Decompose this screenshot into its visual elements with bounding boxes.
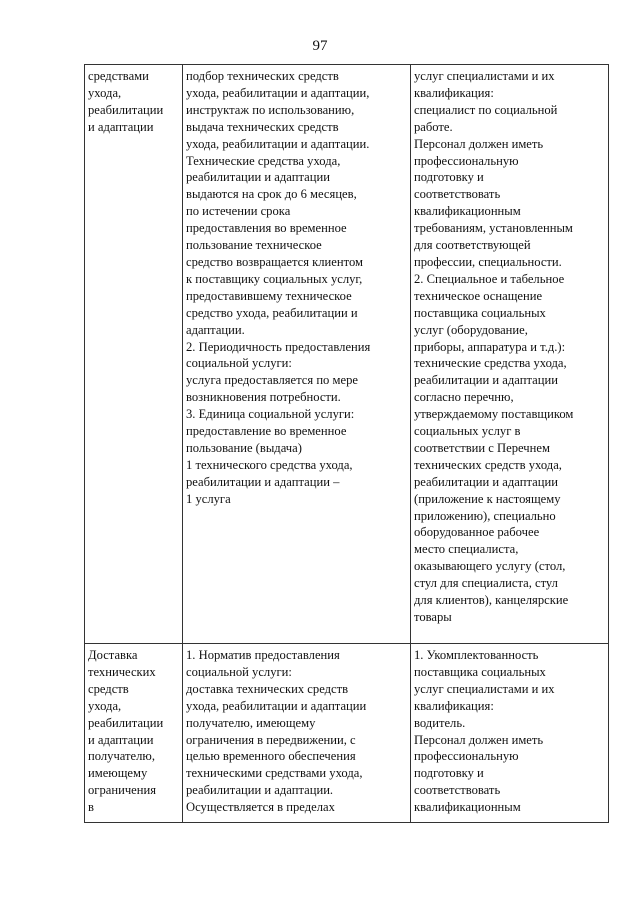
- cell-text-line: профессиональную: [414, 749, 519, 764]
- cell-text-line: согласно перечню,: [414, 390, 514, 405]
- cell-text-line: выдаются на срок до 6 месяцев,: [186, 187, 357, 202]
- cell-text-line: профессии, специальности.: [414, 254, 562, 269]
- cell-text-line: соответствовать: [414, 187, 501, 202]
- cell-text-line: техническое оснащение: [414, 288, 543, 303]
- cell-text-line: в: [88, 800, 94, 815]
- cell-text-line: предоставление во временное: [186, 424, 347, 439]
- cell-text-line: подготовку и: [414, 170, 484, 185]
- service-description-cell: [183, 644, 411, 823]
- cell-text-line: социальных услуг в: [414, 424, 521, 439]
- cell-text-line: технические средства ухода,: [414, 356, 567, 371]
- service-description-cell: [183, 65, 411, 644]
- cell-text-line: Осуществляется в пределах: [186, 800, 335, 815]
- cell-text-line: соответствии с Перечнем: [414, 440, 550, 455]
- cell-text-line: ухода,: [88, 85, 122, 100]
- cell-text-line: реабилитации и адаптации –: [186, 474, 340, 489]
- cell-text-line: 1. Норматив предоставления: [186, 648, 340, 662]
- cell-text-line: ухода, реабилитации и адаптации: [186, 698, 367, 713]
- cell-text-line: товары: [414, 610, 452, 624]
- cell-text-line: и адаптации: [88, 119, 154, 134]
- cell-text-line: реабилитации и адаптации: [414, 373, 558, 388]
- cell-text-line: утверждаемому поставщиком: [414, 407, 574, 422]
- service-name-cell: [85, 644, 183, 823]
- cell-text-line: специалист по социальной: [414, 102, 558, 117]
- cell-text-line: оборудованное рабочее: [414, 525, 540, 540]
- cell-text-line: ухода,: [88, 698, 122, 713]
- cell-text-line: квалификационным: [414, 800, 521, 815]
- cell-text-line: реабилитации: [88, 102, 164, 117]
- cell-text-line: стул для специалиста, стул: [414, 576, 558, 591]
- cell-text-line: доставка технических средств: [186, 681, 349, 696]
- cell-text-line: квалификационным: [414, 204, 521, 219]
- cell-text-line: 2. Специальное и табельное: [414, 271, 565, 286]
- cell-text-line: подбор технических средств: [186, 69, 339, 83]
- cell-text-line: социальной услуги:: [186, 356, 292, 371]
- cell-text-line: 1. Укомплектованность: [414, 648, 539, 662]
- cell-text-line: 2. Периодичность предоставления: [186, 339, 371, 354]
- cell-text-line: техническими средствами ухода,: [186, 766, 363, 781]
- cell-text-line: поставщика социальных: [414, 305, 546, 320]
- cell-text-line: работе.: [414, 119, 453, 134]
- cell-text-line: подготовку и: [414, 766, 484, 781]
- cell-text-line: реабилитации и адаптации: [414, 474, 558, 489]
- cell-text-line: поставщика социальных: [414, 664, 546, 679]
- cell-text-line: средств: [88, 681, 129, 696]
- cell-text-line: Персонал должен иметь: [414, 136, 544, 151]
- cell-text-line: водитель.: [414, 715, 466, 730]
- cell-text-line: 3. Единица социальной услуги:: [186, 407, 355, 422]
- cell-text-line: ухода, реабилитации и адаптации.: [186, 136, 370, 151]
- cell-text-line: Технические средства ухода,: [186, 153, 341, 168]
- page-number: 97: [312, 38, 328, 54]
- cell-text-line: профессиональную: [414, 153, 519, 168]
- cell-text-line: приложению), специально: [414, 508, 556, 523]
- cell-text-line: социальной услуги:: [186, 664, 292, 679]
- cell-text-line: получателю, имеющему: [186, 715, 316, 730]
- cell-text-line: предоставившему техническое: [186, 288, 352, 303]
- cell-text-line: к поставщику социальных услуг,: [186, 271, 363, 286]
- cell-text-line: услуг специалистами и их: [414, 681, 555, 696]
- cell-text-line: реабилитации и адаптации: [186, 170, 330, 185]
- cell-text-line: квалификация:: [414, 85, 494, 100]
- cell-text-line: технических: [88, 664, 156, 679]
- cell-text-line: для клиентов), канцелярские: [414, 593, 569, 608]
- cell-text-line: пользование техническое: [186, 238, 322, 253]
- cell-text-line: для соответствующей: [414, 238, 531, 253]
- services-table: [84, 64, 609, 823]
- cell-text-line: место специалиста,: [414, 542, 519, 557]
- table-row: [85, 644, 609, 823]
- cell-text-line: технических средств ухода,: [414, 457, 562, 472]
- cell-text-line: и адаптации: [88, 732, 154, 747]
- cell-text-line: требованиям, установленным: [414, 221, 573, 236]
- cell-text-line: ухода, реабилитации и адаптации,: [186, 85, 370, 100]
- cell-text-line: Персонал должен иметь: [414, 732, 544, 747]
- cell-text-line: средствами: [88, 69, 149, 83]
- service-name-cell: [85, 65, 183, 644]
- cell-text-line: предоставления во временное: [186, 221, 347, 236]
- cell-text-line: соответствовать: [414, 783, 501, 798]
- cell-text-line: средство ухода, реабилитации и: [186, 305, 358, 320]
- service-conditions-cell: [411, 644, 609, 823]
- cell-text-line: услуга предоставляется по мере: [186, 373, 358, 388]
- cell-text-line: приборы, аппаратура и т.д.):: [414, 339, 566, 354]
- cell-text-line: квалификация:: [414, 698, 494, 713]
- cell-text-line: услуг специалистами и их: [414, 69, 555, 83]
- cell-text-line: по истечении срока: [186, 204, 291, 219]
- cell-text-line: услуг (оборудование,: [414, 322, 528, 337]
- cell-text-line: (приложение к настоящему: [414, 491, 561, 506]
- cell-text-line: пользование (выдача): [186, 440, 302, 455]
- cell-text-line: Доставка: [88, 648, 138, 662]
- cell-text-line: 1 технического средства ухода,: [186, 457, 353, 472]
- cell-text-line: возникновения потребности.: [186, 390, 341, 405]
- cell-text-line: целью временного обеспечения: [186, 749, 356, 764]
- cell-text-line: реабилитации: [88, 715, 164, 730]
- cell-text-line: инструктаж по использованию,: [186, 102, 355, 117]
- service-conditions-cell: [411, 65, 609, 644]
- cell-text-line: адаптации.: [186, 322, 245, 337]
- cell-text-line: имеющему: [88, 766, 148, 781]
- cell-text-line: реабилитации и адаптации.: [186, 783, 334, 798]
- table-row: [85, 65, 609, 644]
- cell-text-line: выдача технических средств: [186, 119, 339, 134]
- cell-text-line: ограничения: [88, 783, 157, 798]
- cell-text-line: оказывающего услугу (стол,: [414, 559, 566, 574]
- cell-text-line: ограничения в передвижении, с: [186, 732, 356, 747]
- cell-text-line: получателю,: [88, 749, 155, 764]
- cell-text-line: 1 услуга: [186, 491, 231, 506]
- cell-text-line: средство возвращается клиентом: [186, 254, 363, 269]
